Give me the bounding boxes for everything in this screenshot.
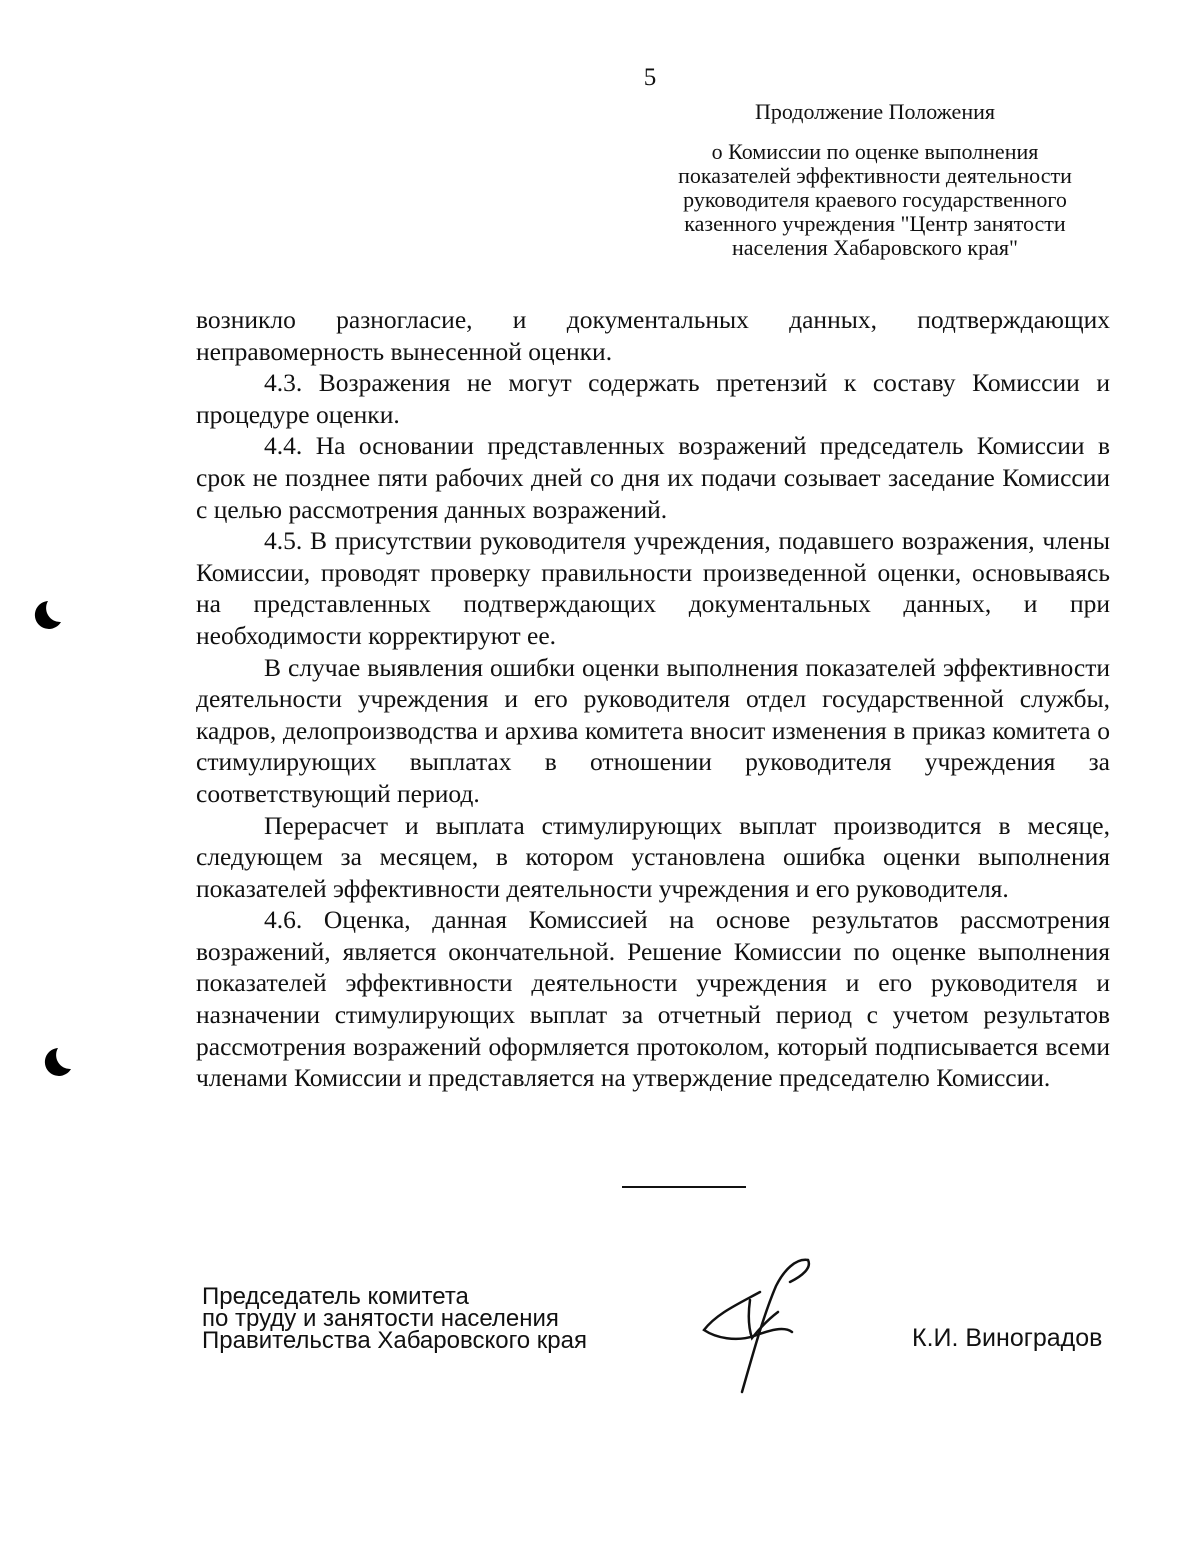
punch-hole-top-icon [28,598,62,632]
signatory-position-line: Председатель комитета [202,1283,469,1310]
document-body [196,304,1110,1094]
separator-line [622,1186,746,1188]
paragraph-error-correction: В случае выявления ошибки оценки выполнения показателей эффективности деятельности учреждения и его руководителя отдел государственной службы, кадров, делопроизводства и архива комитета вносит изменения в приказ комитета о стимулирующих выплатах в отношении руководителя учреждения за соответствующий период. [196,652,1110,808]
handwritten-signature-icon [698,1252,818,1397]
paragraph-4-5: 4.5. В присутствии руководителя учреждения, подавшего возражения, члены Комиссии, проводят проверку правильности произведенной оценки, основываясь на представленных подтверждающих документальных данных, и при необходимости корректируют ее. [196,526,1110,650]
paragraph-recalculation: Перерасчет и выплата стимулирующих выплат производится в месяце, следующем за месяцем, в котором установлена ошибка оценки выполнения показателей эффективности деятельности учреждения и его руководителя. [196,810,1110,903]
signatory-position-line: по труду и занятости населения [202,1305,559,1332]
paragraph-4-6: 4.6. Оценка, данная Комиссией на основе результатов рассмотрения возражений, является окончательной. Решение Комиссии по оценке выполнения показателей эффективности деятельности учреждения и его руководителя и назначении стимулирующих выплат за отчетный период с учетом результатов рассмотрения возражений оформляется протоколом, который подписывается всеми членами Комиссии и представляется на утверждение председателю Комиссии. [196,905,1110,1093]
heading-subtitle-line: руководителя краевого государственного [683,187,1067,212]
heading-title: Продолжение Положения [755,99,995,124]
heading-subtitle-line: казенного учреждения "Центр занятости [684,211,1066,236]
document-heading [640,100,1110,260]
paragraph-continuation: возникло разногласие, и документальных данных, подтверждающих неправомерность вынесенной оценки. [196,305,1110,366]
heading-subtitle-line: о Комиссии по оценке выполнения [711,139,1039,164]
paragraph-4-4: 4.4. На основании представленных возражений председатель Комиссии в срок не позднее пяти рабочих дней со дня их подачи созывает заседание Комиссии с целью рассмотрения данных возражений. [196,431,1110,524]
heading-subtitle-line: показателей эффективности деятельности [678,163,1072,188]
heading-subtitle-line: населения Хабаровского края" [732,235,1018,260]
signatory-position [202,1283,587,1354]
page-number: 5 [643,64,657,91]
punch-hole-bottom-icon [38,1045,72,1079]
signatory-name: К.И. Виноградов [912,1324,1103,1352]
paragraph-4-3: 4.3. Возражения не могут содержать претензий к составу Комиссии и процедуре оценки. [196,368,1110,429]
signatory-position-line: Правительства Хабаровского края [202,1327,587,1354]
